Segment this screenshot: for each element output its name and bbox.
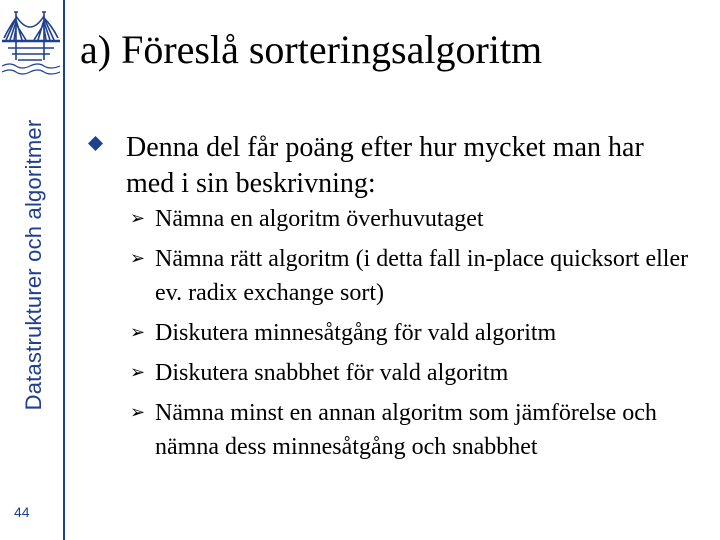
sub-bullet-item — [130, 316, 705, 350]
sidebar-divider — [63, 0, 65, 540]
diamond-bullet-icon — [88, 136, 103, 151]
sidebar — [0, 0, 60, 540]
sub-bullet-item — [130, 396, 705, 464]
sub-bullet-text: Nämna en algoritm överhuvutaget — [155, 206, 484, 232]
sub-bullet-list — [130, 202, 705, 464]
sub-bullet-item — [130, 356, 705, 390]
sub-bullet-text: Nämna minst en annan algoritm som jämförelse och nämna dess minnesåtgång och snabbhet — [155, 400, 657, 460]
sub-bullet-text: Diskutera minnesåtgång för vald algoritm — [155, 320, 557, 346]
arrow-bullet-icon: ➢ — [130, 208, 146, 229]
course-title: Datastrukturer och algoritmer — [21, 119, 46, 411]
sub-bullet-text: Diskutera snabbhet för vald algoritm — [155, 360, 509, 386]
page-title: a) Föreslå sorteringsalgoritm — [80, 27, 543, 72]
arrow-bullet-icon: ➢ — [130, 322, 146, 343]
slide-number: 44 — [14, 504, 30, 520]
sub-bullet-item — [130, 202, 705, 236]
main-bullet-text: Denna del får poäng efter hur mycket man har med i sin beskrivning: — [126, 132, 644, 199]
bridge-logo-icon — [2, 8, 60, 78]
sub-bullet-item — [130, 242, 705, 310]
sub-bullet-text: Nämna rätt algoritm (i detta fall in-place quicksort eller ev. radix exchange sort) — [155, 246, 689, 306]
arrow-bullet-icon: ➢ — [130, 248, 146, 269]
arrow-bullet-icon: ➢ — [130, 402, 146, 423]
arrow-bullet-icon: ➢ — [130, 362, 146, 383]
